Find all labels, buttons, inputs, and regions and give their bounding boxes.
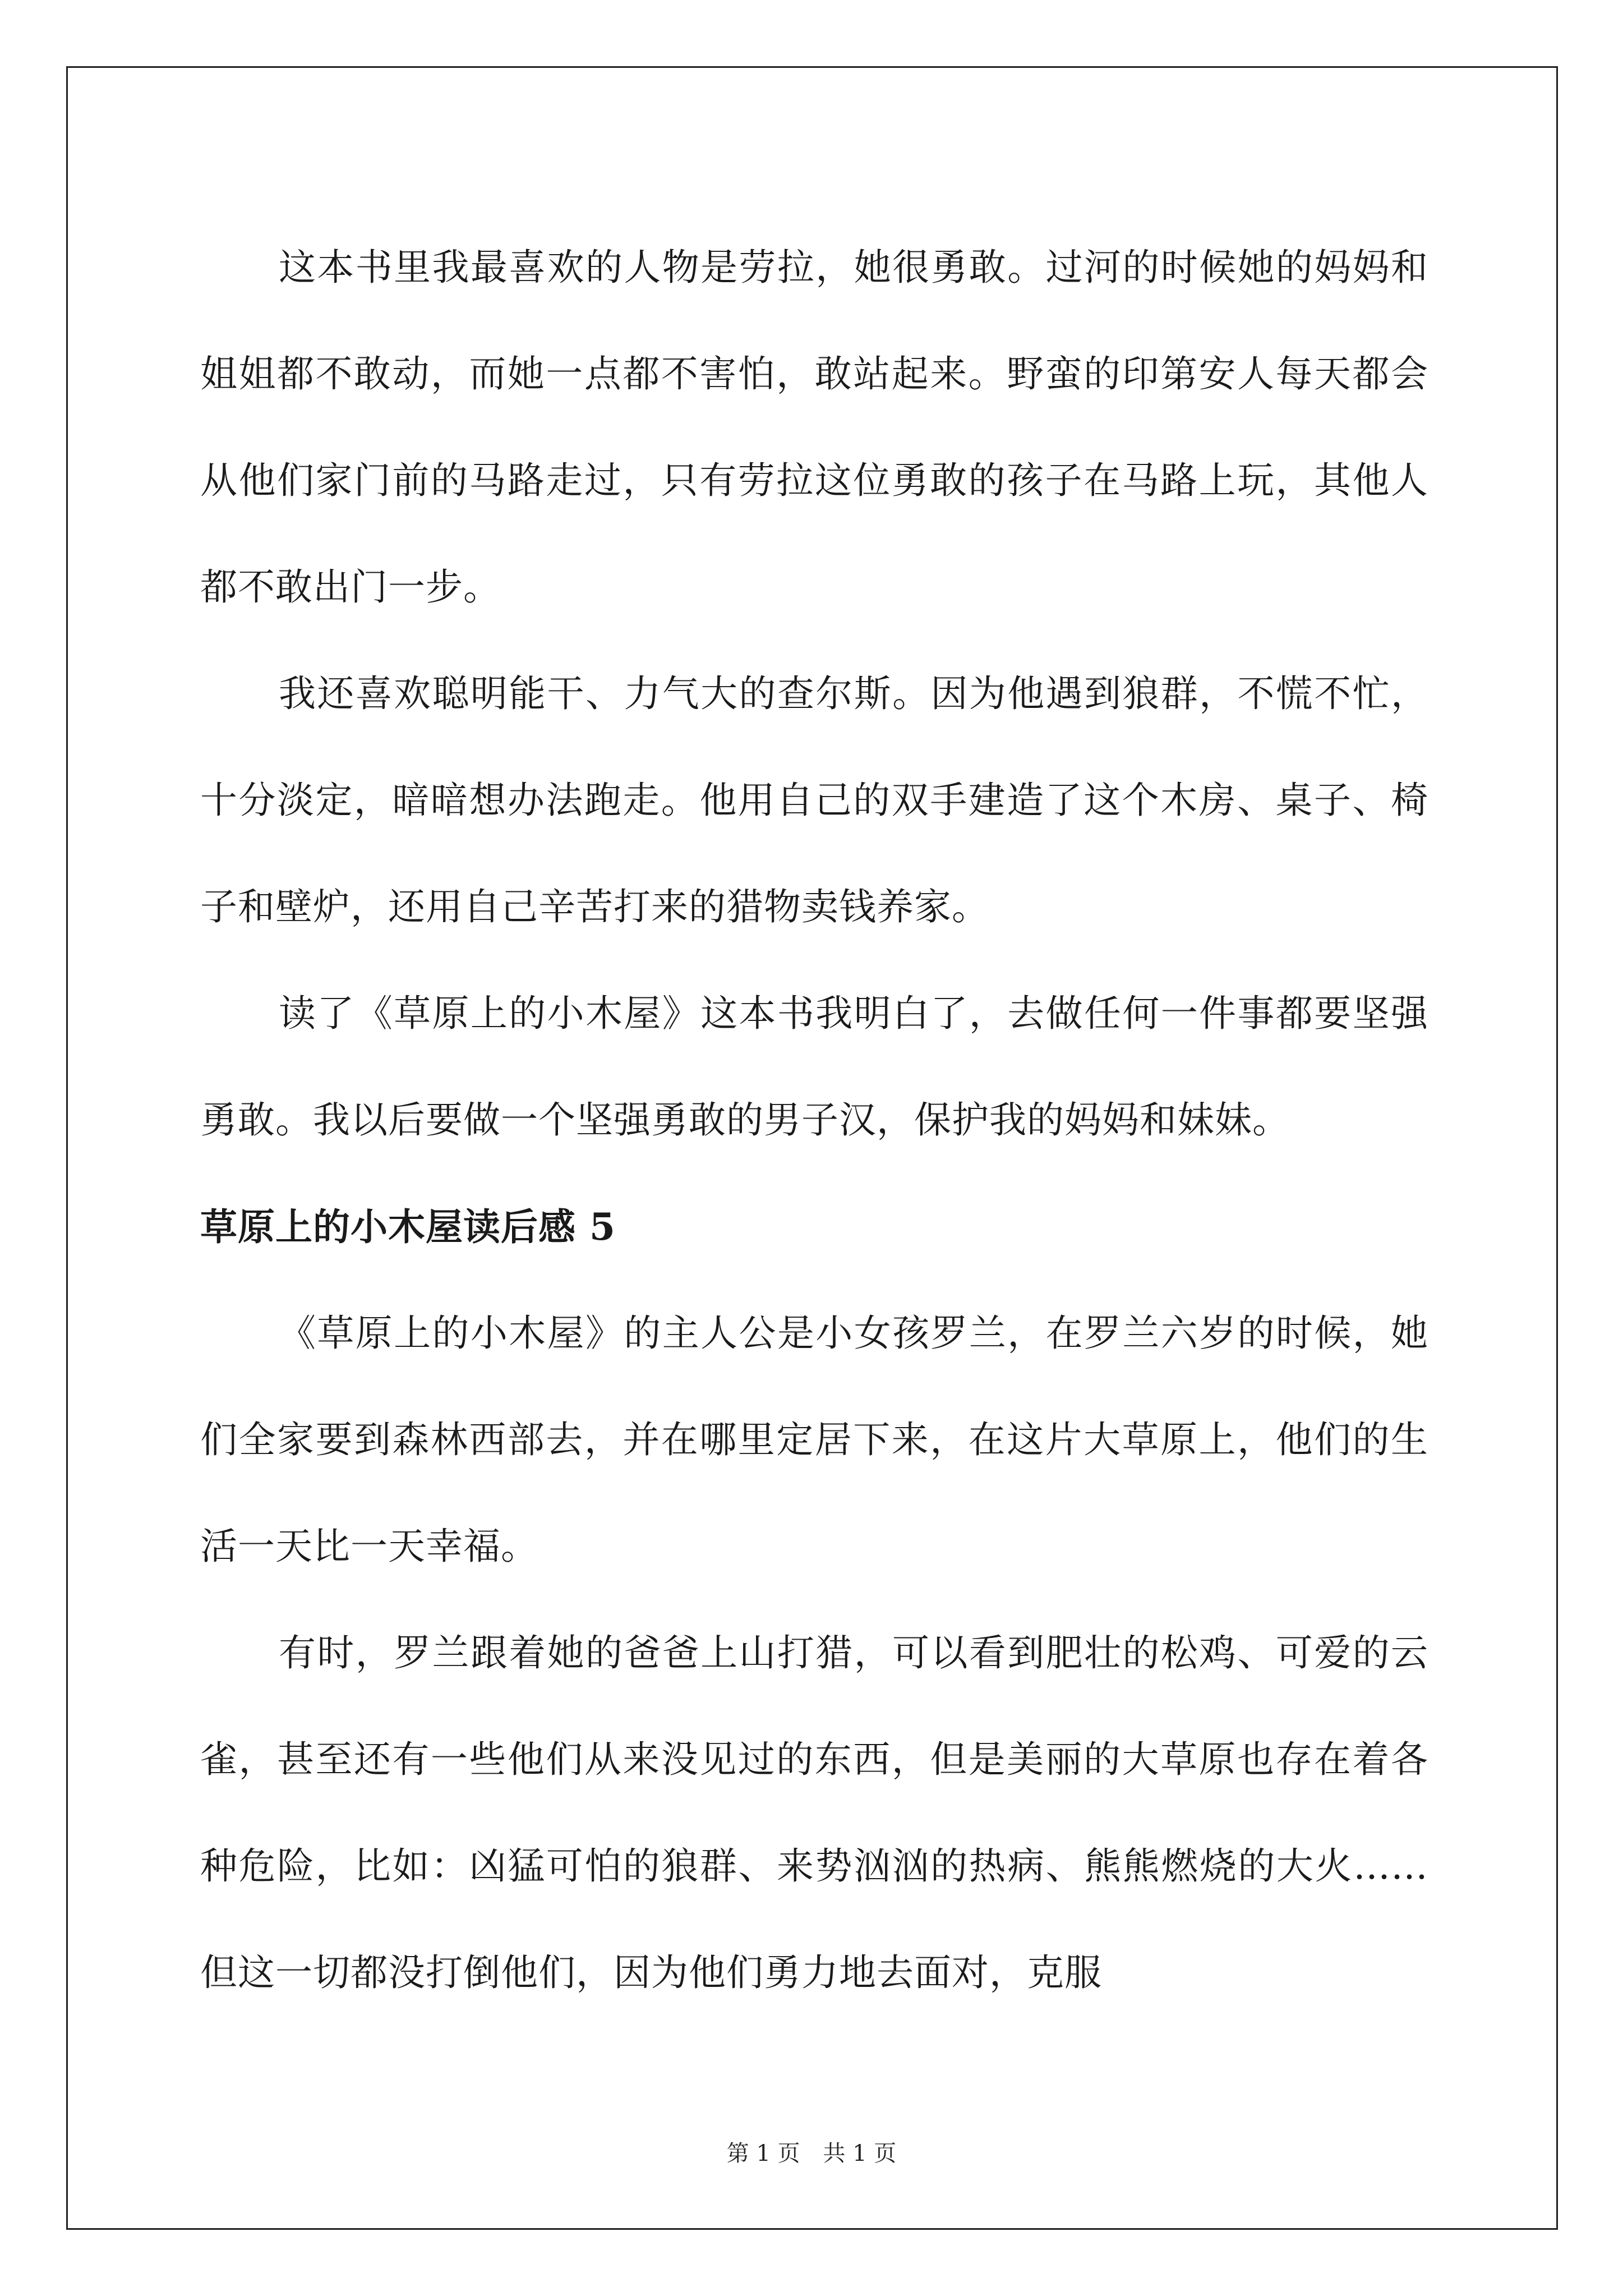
page-footer (0, 2140, 1623, 2167)
paragraph: 读了《草原上的小木屋》这本书我明白了，去做任何一件事都要坚强勇敢。我以后要做一个坚强勇敢的男子汉，保护我的妈妈和妹妹。 (200, 992, 1428, 1142)
page-number: 第 1 页 (726, 2141, 800, 2166)
paragraph: 我还喜欢聪明能干、力气大的查尔斯。因为他遇到狼群，不慌不忙，十分淡定，暗暗想办法跑走。他用自己的双手建造了这个木房、桌子、椅子和壁炉，还用自己辛苦打来的猎物卖钱养家。 (200, 672, 1428, 928)
total-pages: 共 1 页 (823, 2141, 897, 2166)
paragraph: 《草原上的小木屋》的主人公是小女孩罗兰，在罗兰六岁的时候，她们全家要到森林西部去，并在哪里定居下来，在这片大草原上，他们的生活一天比一天幸福。 (200, 1312, 1428, 1568)
section-heading: 草原上的小木屋读后感 5 (200, 1205, 616, 1249)
paragraph: 有时，罗兰跟着她的爸爸上山打猎，可以看到肥壮的松鸡、可爱的云雀，甚至还有一些他们从来没见过的东西，但是美丽的大草原也存在着各种危险，比如：凶猛可怕的狼群、来势汹汹的热病、熊熊燃烧的大火……但这一切都没打倒他们，因为他们勇力地去面对，克服 (200, 1631, 1428, 1994)
paragraph: 这本书里我最喜欢的人物是劳拉，她很勇敢。过河的时候她的妈妈和姐姐都不敢动，而她一点都不害怕，敢站起来。野蛮的印第安人每天都会从他们家门前的马路走过，只有劳拉这位勇敢的孩子在马路上玩，其他人都不敢出门一步。 (200, 246, 1428, 609)
document-body (200, 214, 1428, 2026)
